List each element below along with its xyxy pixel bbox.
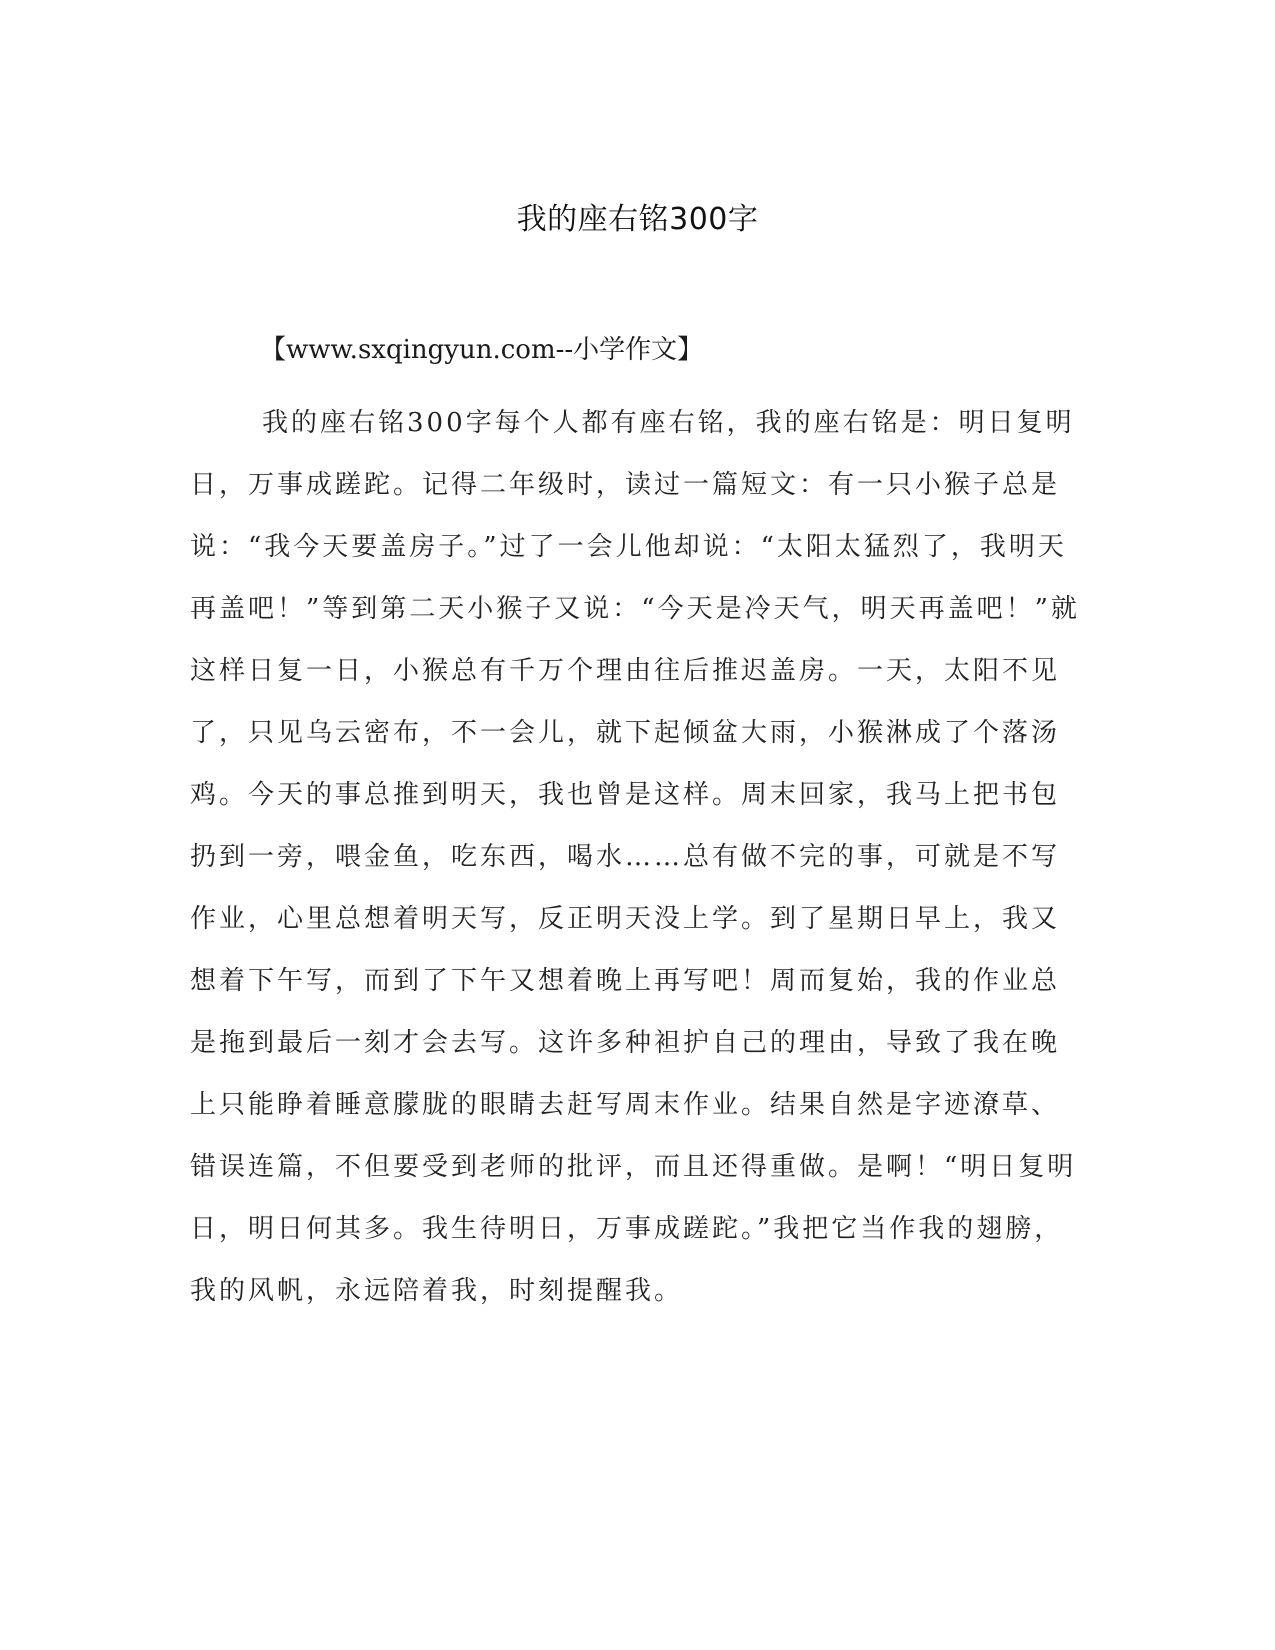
essay-line: 是拖到最后一刻才会去写。这许多种袒护自己的理由，导致了我在晚	[190, 1028, 1061, 1058]
essay-line: 上只能睁着睡意朦胧的眼睛去赶写周末作业。结果自然是字迹潦草、	[190, 1090, 1061, 1120]
essay-line: 日，明日何其多。我生待明日，万事成蹉跎。”我把它当作我的翅膀，	[190, 1214, 1064, 1244]
essay-line: 这样日复一日，小猴总有千万个理由往后推迟盖房。一天，太阳不见	[190, 656, 1061, 686]
document-title: 我的座右铭300字	[516, 202, 759, 237]
essay-line: 作业，心里总想着明天写，反正明天没上学。到了星期日早上，我又	[190, 904, 1061, 934]
essay-line: 说：“我今天要盖房子。”过了一会儿他却说：“太阳太猛烈了，我明天	[190, 532, 1067, 562]
essay-line: 错误连篇，不但要受到老师的批评，而且还得重做。是啊！“明日复明	[190, 1152, 1077, 1182]
source-line: 【www.sxqingyun.com--小学作文】	[260, 335, 704, 365]
essay-line: 我的风帆，永远陪着我，时刻提醒我。	[190, 1276, 684, 1306]
essay-body	[190, 392, 1080, 1322]
essay-line: 想着下午写，而到了下午又想着晚上再写吧！周而复始，我的作业总	[190, 966, 1061, 996]
essay-line: 我的座右铭300字每个人都有座右铭，我的座右铭是：明日复明	[262, 408, 1075, 438]
essay-line: 扔到一旁，喂金鱼，吃东西，喝水……总有做不完的事，可就是不写	[190, 842, 1061, 872]
essay-line: 日，万事成蹉跎。记得二年级时，读过一篇短文：有一只小猴子总是	[190, 470, 1061, 500]
essay-line: 再盖吧！”等到第二天小猴子又说：“今天是冷天气，明天再盖吧！”就	[190, 594, 1080, 624]
essay-line: 了，只见乌云密布，不一会儿，就下起倾盆大雨，小猴淋成了个落汤	[190, 718, 1061, 748]
essay-line: 鸡。今天的事总推到明天，我也曾是这样。周末回家，我马上把书包	[190, 780, 1061, 810]
